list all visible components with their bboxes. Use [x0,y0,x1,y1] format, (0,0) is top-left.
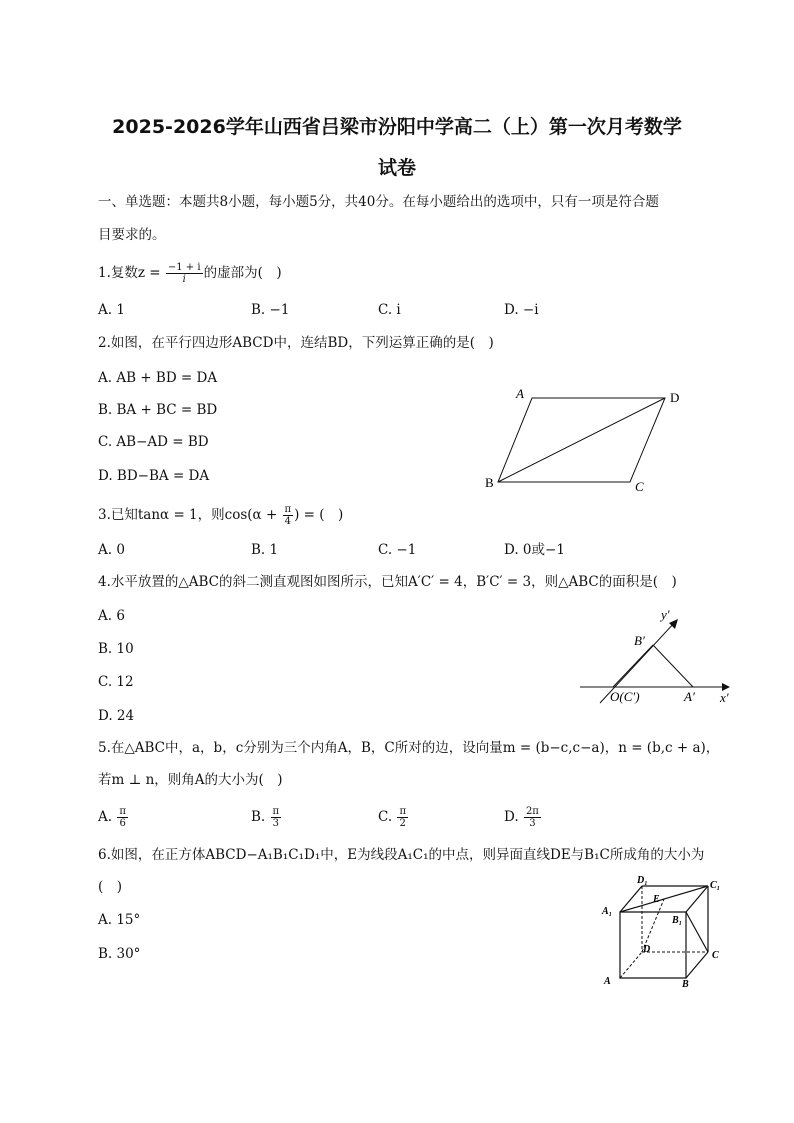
label-d: D [670,390,680,405]
q1-option-b[interactable]: B. −1 [251,302,290,318]
q1-option-c[interactable]: C. i [378,302,401,318]
q5-option-a-label: A. [98,809,117,825]
q2-option-a[interactable]: A. AB + BD = DA [98,370,218,386]
diagonal-bd [498,398,665,482]
question-6-stem: 6.如图，在正方体ABCD−A₁B₁C₁D₁中，E为线段A₁C₁的中点，则异面直线DE与B₁C所成角的大小为 [98,847,705,863]
q2-option-b[interactable]: B. BA + BC = BD [98,402,218,418]
q6-cube-figure [598,872,733,992]
label-d1: D₁ [637,875,648,886]
q1-option-d[interactable]: D. −i [504,302,539,318]
q5-option-d-fraction [524,806,541,829]
q2-option-c[interactable]: C. AB−AD = BD [98,434,209,450]
q5-option-d-label: D. [504,809,523,825]
q5-option-b-label: B. [251,809,270,825]
q4-option-c[interactable]: C. 12 [98,674,134,690]
label-b: B′ [634,633,645,648]
q1-frac-den: i [182,274,186,285]
section-heading: 一、单选题：本题共8小题，每小题5分，共40分。在每小题给出的选项中，只有一项是符合题 [98,194,659,210]
q1-option-a[interactable]: A. 1 [98,302,125,318]
q5-option-b-fraction [271,806,282,829]
q3-option-b[interactable]: B. 1 [251,542,279,558]
q5-a-den: 6 [119,818,126,829]
paper-title-line2: 试卷 [377,157,416,179]
q6-option-b[interactable]: B. 30° [98,946,141,962]
q5-option-d[interactable] [504,806,542,829]
label-d: D [643,944,651,955]
q4-option-a[interactable]: A. 6 [98,608,125,624]
q5-option-a[interactable] [98,806,129,829]
q5-option-b[interactable] [251,806,282,829]
edge-a1d1 [620,886,642,912]
q3-prefix: 3.已知tanα = 1，则cos(α + [98,507,282,523]
segment-b1c [686,912,708,952]
q5-d-num: 2π [525,806,539,817]
q5-option-c-fraction [397,806,408,829]
q2-parallelogram-figure [480,380,690,495]
q1-fraction [166,262,203,285]
q5-b-den: 3 [272,818,279,829]
label-b1: B₁ [672,915,683,926]
label-b: B [485,475,494,490]
q2-option-d[interactable]: D. BD−BA = DA [98,468,210,484]
question-3-stem [98,504,343,527]
q5-c-num: π [399,806,407,817]
label-y: y′ [661,607,670,622]
question-5-stem: 5.在△ABC中，a，b，c分别为三个内角A，B，C所对的边，设向量m = (b−c,c−a)，n = (b,c + a)， [98,740,720,756]
q3-option-a[interactable]: A. 0 [98,542,125,558]
question-5-stem-cont: 若m ⊥ n，则角A的大小为( ) [98,772,283,788]
paper-title-line1: 2025-2026学年山西省吕梁市汾阳中学高二（上）第一次月考数学 [112,116,682,138]
q5-c-den: 2 [399,818,406,829]
q4-option-b[interactable]: B. 10 [98,641,134,657]
label-c: C [635,479,644,494]
q1-frac-num: −1 + i [167,262,201,273]
hidden-edge-ad [620,952,642,978]
q4-option-d[interactable]: D. 24 [98,708,135,724]
question-1-stem [98,262,282,285]
question-4-stem: 4.水平放置的△ABC的斜二测直观图如图所示，已知A′C′ = 4，B′C′ = 3，则△ABC的面积是( ) [98,574,677,590]
q6-option-a[interactable]: A. 15° [98,912,141,928]
q3-option-c[interactable]: C. −1 [378,542,417,558]
q3-frac-den: 4 [284,516,292,527]
q5-option-c-label: C. [378,809,397,825]
q3-option-d[interactable]: D. 0或−1 [504,542,565,558]
q5-option-c[interactable] [378,806,409,829]
side-cb [613,645,653,687]
q3-suffix: ) = ( ) [294,507,344,523]
label-a1: A₁ [602,906,613,917]
q5-b-num: π [272,806,280,817]
label-c: C [712,950,719,961]
question-2-stem: 2.如图，在平行四边形ABCD中，连结BD，下列运算正确的是( ) [98,335,494,351]
label-a: A [604,976,611,987]
label-a: A′ [684,689,695,704]
label-c1: C₁ [710,880,721,891]
label-a: A [516,386,524,401]
q4-oblique-view-figure [578,603,748,708]
q1-suffix: 的虚部为( ) [203,265,282,281]
edge-b1c1 [686,886,708,912]
q5-d-den: 3 [529,818,536,829]
label-o: O(C′) [610,689,640,704]
q3-frac-num: π [284,504,292,515]
edge-bc [686,952,708,978]
q5-a-num: π [119,806,126,817]
side-ba [653,645,693,687]
label-e: E [653,894,660,905]
label-b: B [682,979,689,990]
q1-prefix: 1.复数z = [98,265,165,281]
q5-option-a-fraction [117,806,128,829]
section-heading-cont: 目要求的。 [98,227,166,243]
label-x: x′ [720,690,729,705]
q3-fraction [283,504,294,527]
question-6-stem-cont: ( ) [98,879,123,895]
